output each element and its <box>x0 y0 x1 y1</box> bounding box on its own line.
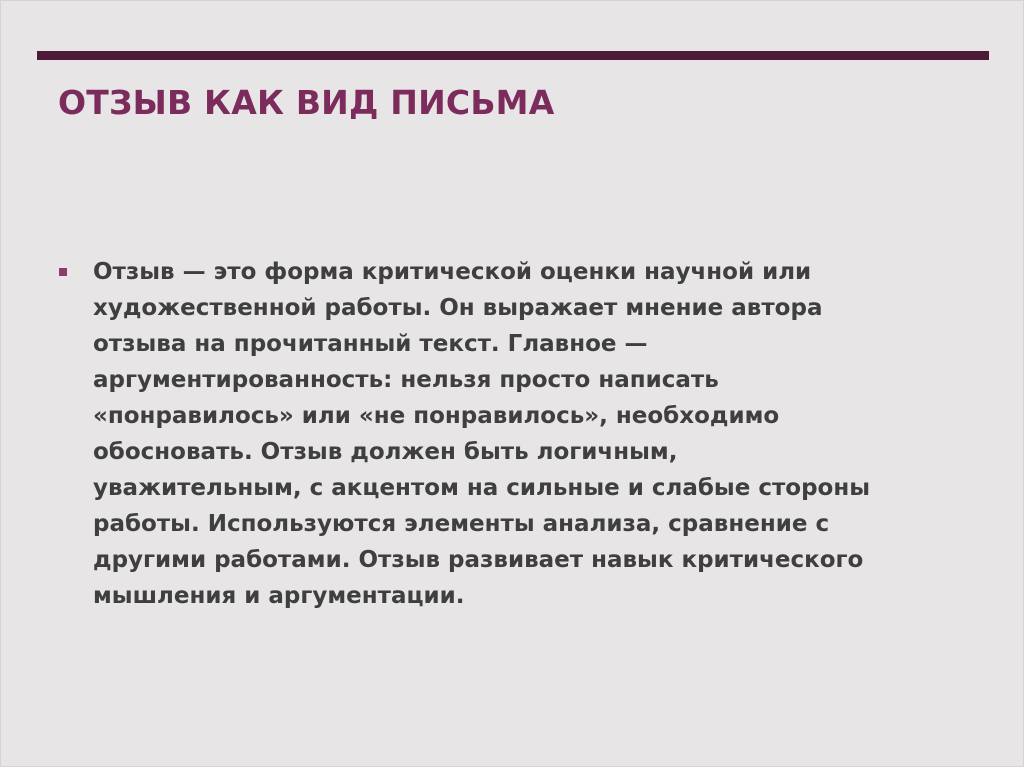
bullet-line: «понравилось» или «не понравилось», необходимо <box>93 403 780 429</box>
slide-title: ОТЗЫВ КАК ВИД ПИСЬМА <box>58 83 555 122</box>
square-bullet-icon <box>59 268 67 276</box>
title-rule <box>37 51 989 60</box>
bullet-line: работы. Используются элементы анализа, сравнение с <box>93 511 830 537</box>
bullet-line: мышления и аргументации. <box>93 583 465 609</box>
bullet-item <box>59 254 959 614</box>
bullet-line: другими работами. Отзыв развивает навык критического <box>93 547 864 573</box>
bullet-line: Отзыв — это форма критической оценки научной или <box>93 259 812 285</box>
bullet-line: отзыва на прочитанный текст. Главное — <box>93 331 648 357</box>
bullet-line: аргументированность: нельзя просто написать <box>93 367 719 393</box>
bullet-line: художественной работы. Он выражает мнение автора <box>93 295 823 321</box>
slide-content <box>59 254 959 614</box>
bullet-line: обосновать. Отзыв должен быть логичным, <box>93 439 678 465</box>
bullet-text <box>93 254 870 614</box>
bullet-line: уважительным, с акцентом на сильные и слабые стороны <box>93 475 871 501</box>
